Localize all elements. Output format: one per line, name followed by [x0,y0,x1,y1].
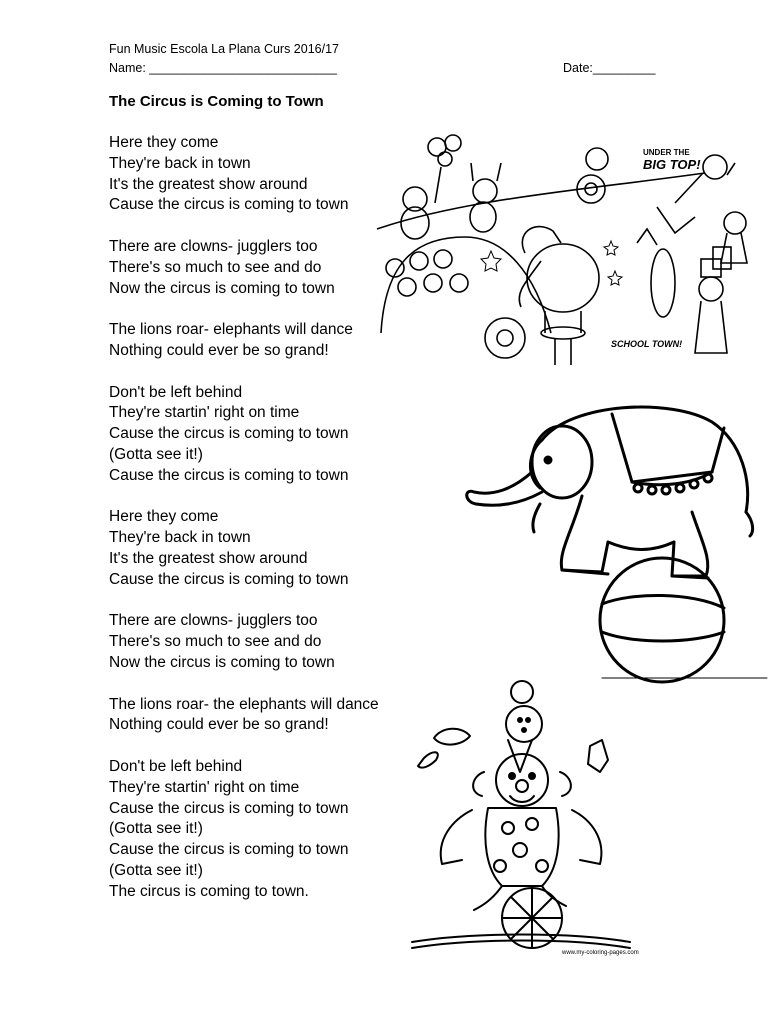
scene-banner-text: UNDER THE [643,148,690,157]
lyric-line: Don't be left behind [109,757,243,775]
lyric-line: They're startin' right on time [109,778,300,796]
stanza [109,383,409,487]
lyric-line: The lions roar- elephants will dance [109,321,353,339]
lyric-line: (Gotta see it!) [109,820,203,838]
stanza [109,611,409,673]
lyric-line: Nothing could ever be so grand! [109,716,329,734]
lyric-line: There's so much to see and do [109,258,322,276]
lyric-line: The circus is coming to town. [109,882,309,900]
circus-scene-illustration [375,133,760,365]
lyric-line: Cause the circus is coming to town [109,570,349,588]
lyric-line: Cause the circus is coming to town [109,841,349,859]
lyric-line: Cause the circus is coming to town [109,466,349,484]
lyric-line: (Gotta see it!) [109,445,203,463]
clown-watermark-text: www.my-coloring-pages.com [562,950,639,956]
lyric-line: Cause the circus is coming to town [109,425,349,443]
lyric-line: There are clowns- jugglers too [109,237,318,255]
lyric-line: Here they come [109,508,219,526]
lyric-line: Nothing could ever be so grand! [109,341,329,359]
lyric-line: Don't be left behind [109,383,243,401]
stanza [109,320,409,362]
lyric-line: Now the circus is coming to town [109,653,335,671]
lyric-line: Now the circus is coming to town [109,279,335,297]
lyric-line: They're back in town [109,154,251,172]
lyric-line: They're back in town [109,529,251,547]
lyric-line: The lions roar- the elephants will dance [109,695,379,713]
stanza [109,133,409,216]
stanza [109,507,409,590]
lyric-line: Here they come [109,134,219,151]
stanza [109,757,409,903]
stanza [109,237,409,299]
lyric-line: It's the greatest show around [109,549,308,567]
scene-logo-text: SCHOOL TOWN! [611,339,683,349]
lyric-line: Cause the circus is coming to town [109,799,349,817]
lyric-line: They're startin' right on time [109,404,300,422]
lyric-line: There's so much to see and do [109,633,322,651]
lyric-line: There are clowns- jugglers too [109,612,318,630]
song-title: The Circus is Coming to Town [109,93,324,110]
lyric-line: It's the greatest show around [109,175,308,193]
name-field: Name: ___________________________ [109,61,337,75]
lyric-line: (Gotta see it!) [109,861,203,879]
lyric-line: Cause the circus is coming to town [109,196,349,214]
date-field: Date:_________ [563,61,656,75]
lyrics [109,133,409,923]
school-course-header: Fun Music Escola La Plana Curs 2016/17 [109,42,339,56]
juggling-clown-illustration [412,680,639,956]
scene-banner-big-text: BIG TOP! [643,157,701,172]
stanza [109,695,409,737]
elephant-on-ball-illustration [462,392,767,682]
